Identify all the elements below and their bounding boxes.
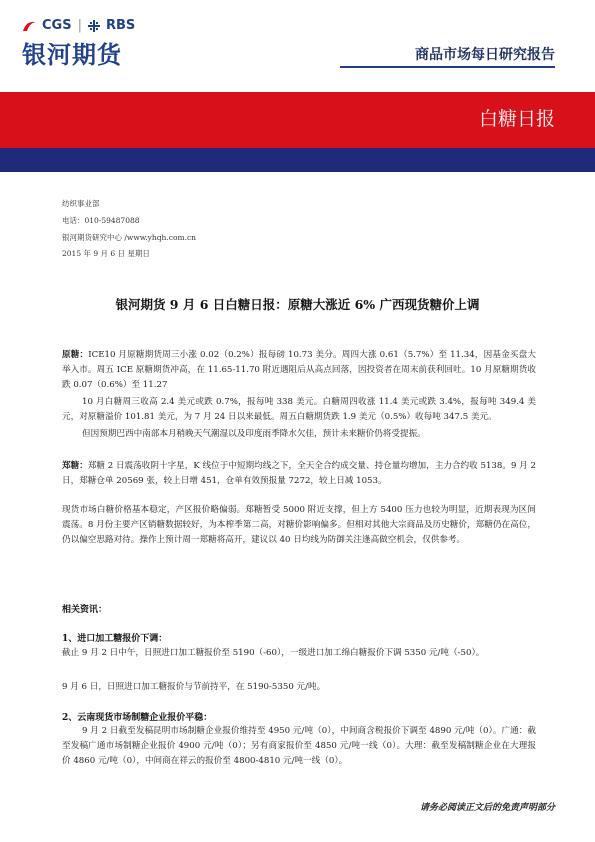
zhengtang-text-1: 郑糖 2 日震荡收阴十字星，K 线位于中短期均线之下，全天全合约成交量、持仓量均增加，主力合约收 5138。9 月 2 日，郑糖仓单 20569 张，较上日增 451，仓单有效预报量 7272，较上日减 1053。 xyxy=(62,461,536,486)
raw-sugar-label: 原糖： xyxy=(62,350,89,360)
page-title: 银河期货 9 月 6 日白糖日报：原糖大涨近 6% 广西现货糖价上调 xyxy=(115,297,480,312)
zhengtang-paragraph-1 xyxy=(62,459,536,489)
logo-name: 银河期货 xyxy=(22,41,122,69)
phone: 电话：010-59487088 xyxy=(62,216,140,225)
banner-navy-band xyxy=(0,148,595,172)
logo-cgs-text: CGS xyxy=(42,18,72,33)
report-date: 2015 年 9 月 6 日 星期日 xyxy=(62,249,150,258)
rbs-logo-icon xyxy=(88,20,100,32)
banner-title: 白糖日报 xyxy=(478,108,555,130)
raw-sugar-paragraph-3: 但因预期巴西中南部本月稍晚天气潮湿以及印度雨季降水欠佳，预计未来糖价仍将受提振。 xyxy=(82,429,426,439)
zhengtang-label: 郑糖： xyxy=(62,461,88,471)
news-2-paragraph-1: 9 月 2 日截至发稿昆明市场制糖企业报价维持至 4950 元/吨（0），中间商含税报价下调至 4890 元/吨（0）。广通：截至发稿广通市场制糖企业报价 4900 元/吨（0）；另有商家报价至 4850 元/吨一线（0）。大理：截至发稿制糖企业在大理报价 4860 元/吨（0），中间商在祥云的报价至 4800-4810 元/吨一线（0）。 xyxy=(62,726,536,766)
news-2-title: 2、云南现货市场制糖企业报价平稳： xyxy=(62,713,213,723)
news-1-paragraph-2: 9 月 6 日，日照进口加工糖报价与节前持平，在 5190-5350 元/吨。 xyxy=(62,682,326,692)
website-link[interactable]: 银河期货研究中心 /www.yhqh.com.cn xyxy=(62,233,196,242)
raw-sugar-paragraph-2: 10 月白糖周三收高 2.4 美元或跌 0.7%，报每吨 338 美元。白糖周四收涨 11.4 美元或跌 3.4%，报每吨 349.4 美元，对原糖溢价 101.81 美元，为 7 月 24 日以来最低。周五白糖期货跌 1.9 美元（0.5%）收每吨 347.5 美元。 xyxy=(62,397,536,422)
company-logo xyxy=(22,18,192,74)
logo-rbs-text: RBS xyxy=(105,18,136,33)
related-news-heading: 相关资讯： xyxy=(62,605,108,615)
news-1-title: 1、进口加工糖报价下调： xyxy=(62,634,168,644)
report-type: 商品市场每日研究报告 xyxy=(415,47,555,63)
raw-sugar-paragraph-1 xyxy=(62,348,536,393)
logo-brands xyxy=(22,18,192,33)
raw-sugar-text-1: ICE10 月原糖期货周三小涨 0.02（0.2%）报每磅 10.73 美分。周四大涨 0.61（5.7%）至 11.34，因基金买盘大举入市。周五 ICE 原糖期货冲高，在 11.65-11.70 附近遇阻后从高点回落，因投资者在周末前获利回吐。10 月原糖期货收跌 0.07（0.6%）至 11.27 xyxy=(62,350,536,390)
logo-divider: | xyxy=(77,18,82,33)
header-divider xyxy=(340,66,555,68)
disclaimer-note: 请务必阅读正文后的免责声明部分 xyxy=(419,803,555,813)
news-1-paragraph-1: 截止 9 月 2 日中午，日照进口加工糖报价至 5190（-60），一级进口加工绵白糖报价下调 5350 元/吨（-50）。 xyxy=(62,648,485,658)
cgs-logo-icon xyxy=(22,20,36,32)
zhengtang-paragraph-2: 现货市场白糖价格基本稳定，产区报价略偏弱。郑糖暂受 5000 附近支撑，但上方 5400 压力也较为明显，近期表现为区间震荡。8 月份主要产区销糖数据较好，为本榨季第二高，对糖价影响偏多。但相对其他大宗商品及历史糖价，郑糖仍在高位，仍以偏空思路对待。操作上预计周一郑糖将高开，建议以 40 日均线为防御关注逢高做空机会，仅供参考。 xyxy=(62,505,536,545)
department: 纺织事业部 xyxy=(62,199,100,208)
